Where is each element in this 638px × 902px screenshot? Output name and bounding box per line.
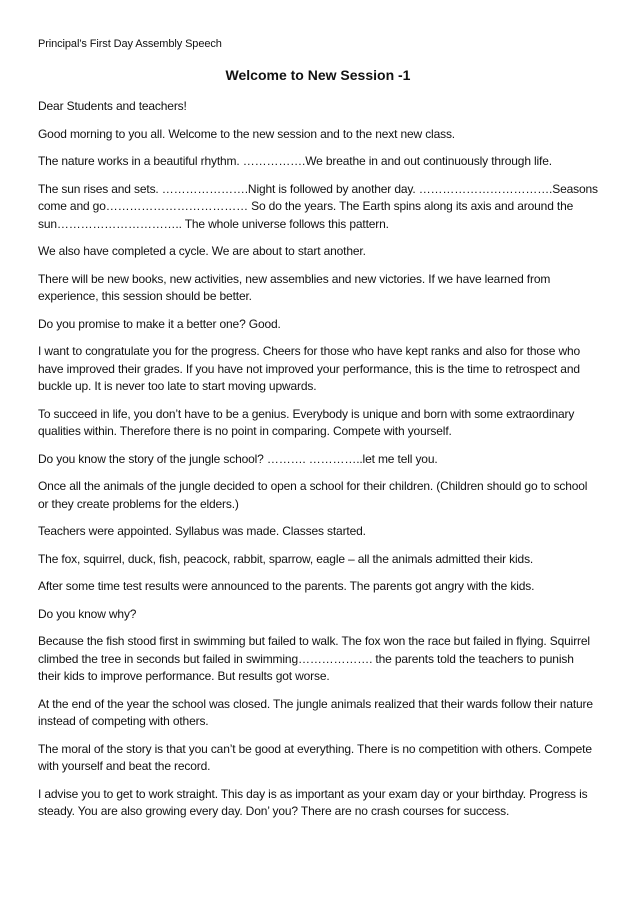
paragraph-story-intro: Do you know the story of the jungle school? ………. …………..let me tell you. bbox=[38, 451, 438, 466]
paragraph-animals: The fox, squirrel, duck, fish, peacock, rabbit, sparrow, eagle – all the animals admitted their kids. bbox=[38, 551, 534, 566]
paragraph-teachers: Teachers were appointed. Syllabus was made. Classes started. bbox=[38, 524, 366, 538]
paragraph-moral: The moral of the story is that you can’t be good at everything. There is no competition with others. Compete with yourself and beat the record. bbox=[38, 741, 592, 773]
paragraph-greeting: Good morning to you all. Welcome to the new session and to the next new class. bbox=[38, 126, 455, 141]
paragraph-salutation: Dear Students and teachers! bbox=[38, 99, 187, 113]
paragraph-results: After some time test results were announced to the parents. The parents got angry with the kids. bbox=[38, 579, 535, 593]
paragraph-congratulate: I want to congratulate you for the progress. Cheers for those who have kept ranks and also for those who have improved their grades. If you have not improved your performance, this is the time to retrospect and buckle up. It is never too late to start moving upwards. bbox=[38, 344, 581, 393]
paragraph-rhythm: The nature works in a beautiful rhythm. …………….We breathe in and out continuously through life. bbox=[38, 154, 552, 168]
paragraph-succeed: To succeed in life, you don’t have to be a genius. Everybody is unique and born with some extraordinary qualities within. Therefore there is no point in comparing. Compete with yourself. bbox=[38, 406, 575, 438]
page-title: Welcome to New Session -1 bbox=[225, 67, 411, 83]
paragraph-promise: Do you promise to make it a better one? Good. bbox=[38, 316, 281, 331]
paragraph-because: Because the fish stood first in swimming but failed to walk. The fox won the race but failed in flying. Squirrel climbed the tree in seconds but failed in swimming………………. the parents told the teachers to punish their kids to improve performance. But results got worse. bbox=[38, 634, 590, 683]
paragraph-advice: I advise you to get to work straight. This day is as important as your exam day or your birthday. Progress is steady. You are also growing every day. Don’ you? There are no crash courses for success. bbox=[38, 786, 588, 818]
paragraph-jungle-school: Once all the animals of the jungle decided to open a school for their children. (Children should go to school or they create problems for the elders.) bbox=[38, 479, 588, 511]
paragraph-new-things: There will be new books, new activities, new assemblies and new victories. If we have learned from experience, this session should be better. bbox=[38, 271, 551, 303]
document-header: Principal’s First Day Assembly Speech bbox=[38, 38, 222, 50]
paragraph-school-closed: At the end of the year the school was closed. The jungle animals realized that their wards follow their nature instead of competing with others. bbox=[38, 696, 593, 728]
paragraph-why: Do you know why? bbox=[38, 606, 137, 621]
paragraph-new-cycle: We also have completed a cycle. We are about to start another. bbox=[38, 244, 366, 258]
paragraph-cycles: The sun rises and sets. ………………….Night is followed by another day. …………………………….Seasons come and go……………………………… So do the years. The Earth spins along its axis and around the sun………………………….. The whole universe follows this pattern. bbox=[38, 181, 598, 231]
